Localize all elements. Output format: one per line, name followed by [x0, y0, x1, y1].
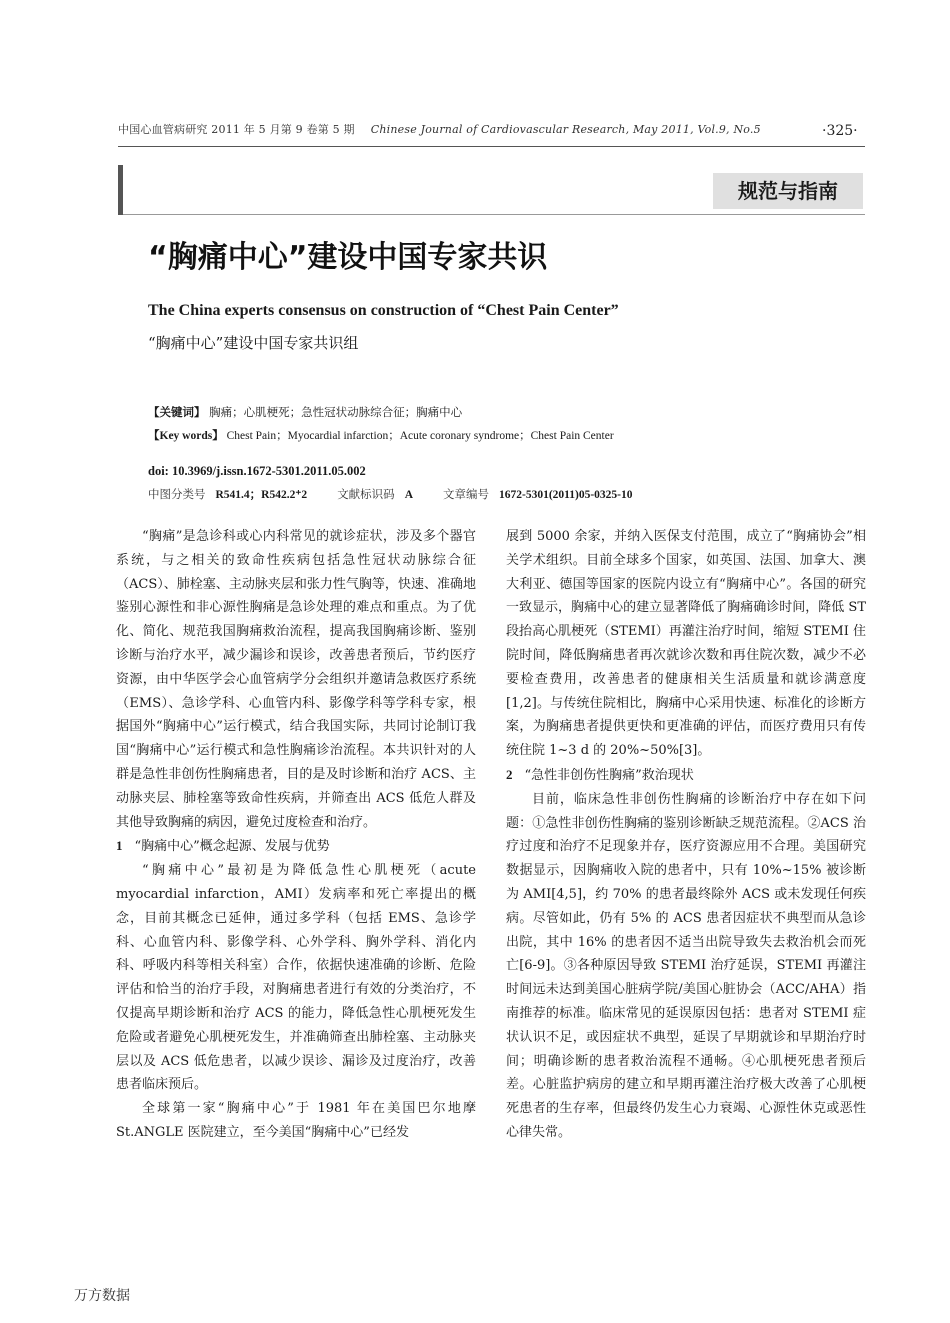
footer-watermark: 万方数据	[74, 1288, 130, 1304]
keywords-en-value: Chest Pain；Myocardial infarction；Acute coronary syndrome；Chest Pain Center	[226, 430, 614, 442]
clc-label: 中图分类号	[148, 487, 206, 501]
doc-code-label: 文献标识码	[337, 487, 395, 501]
journal-name-cn: 中国心血管病研究 2011 年 5 月第 9 卷第 5 期	[118, 123, 355, 136]
article-number-value: 1672-5301(2011)05-0325-10	[499, 489, 633, 501]
section-label: 规范与指南	[713, 173, 863, 209]
section-1-paragraph-2-start: 全球第一家“胸痛中心”于 1981 年在美国巴尔地摩 St.ANGLE 医院建立，至今美国“胸痛中心”已经发	[116, 1101, 476, 1140]
section-2-heading	[506, 763, 866, 788]
page-number: ·325·	[822, 123, 858, 139]
section-1-number: 1	[116, 838, 123, 854]
running-head	[118, 121, 838, 137]
keywords-en-label: 【Key words】	[148, 430, 224, 442]
banner-divider	[123, 214, 865, 215]
section-1-title: “胸痛中心”概念起源、发展与优势	[134, 839, 330, 855]
section-1-paragraph-2-end: 展到 5000 余家，并纳入医保支付范围，成立了“胸痛协会”相关学术组织。目前全球多个国家，如英国、法国、加拿大、澳大利亚、德国等国家的医院内设立有“胸痛中心”。各国的研究一致显示，胸痛中心的建立显著降低了胸痛确诊时间，降低 ST 段抬高心肌梗死（STEMI）再灌注治疗时间，缩短 STEMI 住院时间，降低胸痛患者再次就诊次数和再住院次数，减少不必要检查费用，改善患者的健康相关生活质量和就诊满意度[1,2]。与传统住院相比，胸痛中心采用快速、标准化的诊断方案，为胸痛患者提供更快和更准确的评估，而医疗费用只有传统住院 1~3 d 的 20%~50%[3]。	[506, 529, 866, 759]
header-divider	[118, 146, 865, 147]
section-1-heading	[116, 834, 476, 859]
classification-line	[148, 486, 663, 502]
doi: doi: 10.3969/j.issn.1672-5301.2011.05.002	[148, 464, 366, 478]
keywords-cn	[148, 404, 462, 420]
article-title-en: The China experts consensus on construction of “Chest Pain Center”	[148, 302, 619, 319]
keywords-cn-label: 【关键词】	[148, 405, 206, 419]
article-number-label: 文章编号	[443, 487, 489, 501]
doc-code-value: A	[404, 489, 413, 501]
author-group: “胸痛中心”建设中国专家共识组	[148, 334, 359, 352]
section-1-paragraph-1: “胸痛中心”最初是为降低急性心肌梗死（acute myocardial infarction，AMI）发病率和死亡率提出的概念，目前其概念已延伸，通过多学科（包括 EMS、急诊学科、心血管内科、影像学科、心外学科、胸外学科、消化内科、呼吸内科等相关科室）合作，依据快速准确的诊断、危险评估和恰当的治疗手段，对胸痛患者进行有效的分类治疗，不仅提高早期诊断和治疗 ACS 的能力，降低急性心肌梗死发生危险或者避免心肌梗死发生，并准确筛查出肺栓塞、主动脉夹层以及 ACS 低危患者，以减少误诊、漏诊及过度治疗，改善患者临床预后。	[116, 863, 476, 1093]
keywords-en	[148, 427, 614, 443]
section-2-number: 2	[506, 766, 513, 782]
section-2-title: “急性非创伤性胸痛”救治现状	[524, 767, 694, 783]
clc-value: R541.4；R542.2⁺2	[215, 489, 308, 501]
section-2-paragraph-1: 目前，临床急性非创伤性胸痛的诊断治疗中存在如下问题：①急性非创伤性胸痛的鉴别诊断缺乏规范流程。②ACS 治疗过度和治疗不足现象并存，医疗资源应用不合理。美国研究数据显示，因胸痛收入院的患者中，只有 10%~15% 被诊断为 AMI[4,5]，约 70% 的患者最终除外 ACS 或未发现任何疾病。尽管如此，仍有 5% 的 ACS 患者因症状不典型而从急诊出院，其中 16% 的患者因不适当出院导致失去救治机会而死亡[6-9]。③各种原因导致 STEMI 治疗延误，STEMI 再灌注时间远未达到美国心脏病学院/美国心脏协会（ACC/AHA）指南推荐的标准。临床常见的延误原因包括：患者对 STEMI 症状认识不足，或因症状不典型，延误了早期就诊和早期治疗时间；明确诊断的患者救治流程不通畅。④心肌梗死患者预后差。心脏监护病房的建立和早期再灌注治疗极大改善了心肌梗死患者的生存率，但最终仍发生心力衰竭、心源性休克或恶性心律失常。	[506, 791, 866, 1140]
intro-paragraph: “胸痛”是急诊科或心内科常见的就诊症状，涉及多个器官系统，与之相关的致命性疾病包括急性冠状动脉综合征（ACS）、肺栓塞、主动脉夹层和张力性气胸等，快速、准确地鉴别心源性和非心源性胸痛是急诊处理的难点和重点。为了优化、简化、规范我国胸痛救治流程，提高我国胸痛诊断、鉴别诊断与治疗水平，减少漏诊和误诊，改善患者预后，节约医疗资源，由中华医学会心血管病学分会组织并邀请急救医疗系统（EMS）、急诊学科、心血管内科、影像学科等学科专家，根据国外“胸痛中心”运行模式，结合我国实际，共同讨论制订我国“胸痛中心”运行模式和急性胸痛诊治流程。本共识针对的人群是急性非创伤性胸痛患者，目的是及时诊断和治疗 ACS、主动脉夹层、肺栓塞等致命性疾病，并筛查出 ACS 低危人群及其他导致胸痛的病因，避免过度检查和治疗。	[116, 529, 476, 830]
section-side-bar	[118, 165, 123, 215]
journal-name-en: Chinese Journal of Cardiovascular Research, May 2011, Vol.9, No.5	[370, 123, 761, 136]
body-column-left	[116, 525, 476, 1145]
body-column-right	[506, 525, 866, 1145]
keywords-cn-value: 胸痛；心肌梗死；急性冠状动脉综合征；胸痛中心	[209, 405, 463, 419]
article-title: “胸痛中心”建设中国专家共识	[148, 240, 548, 275]
